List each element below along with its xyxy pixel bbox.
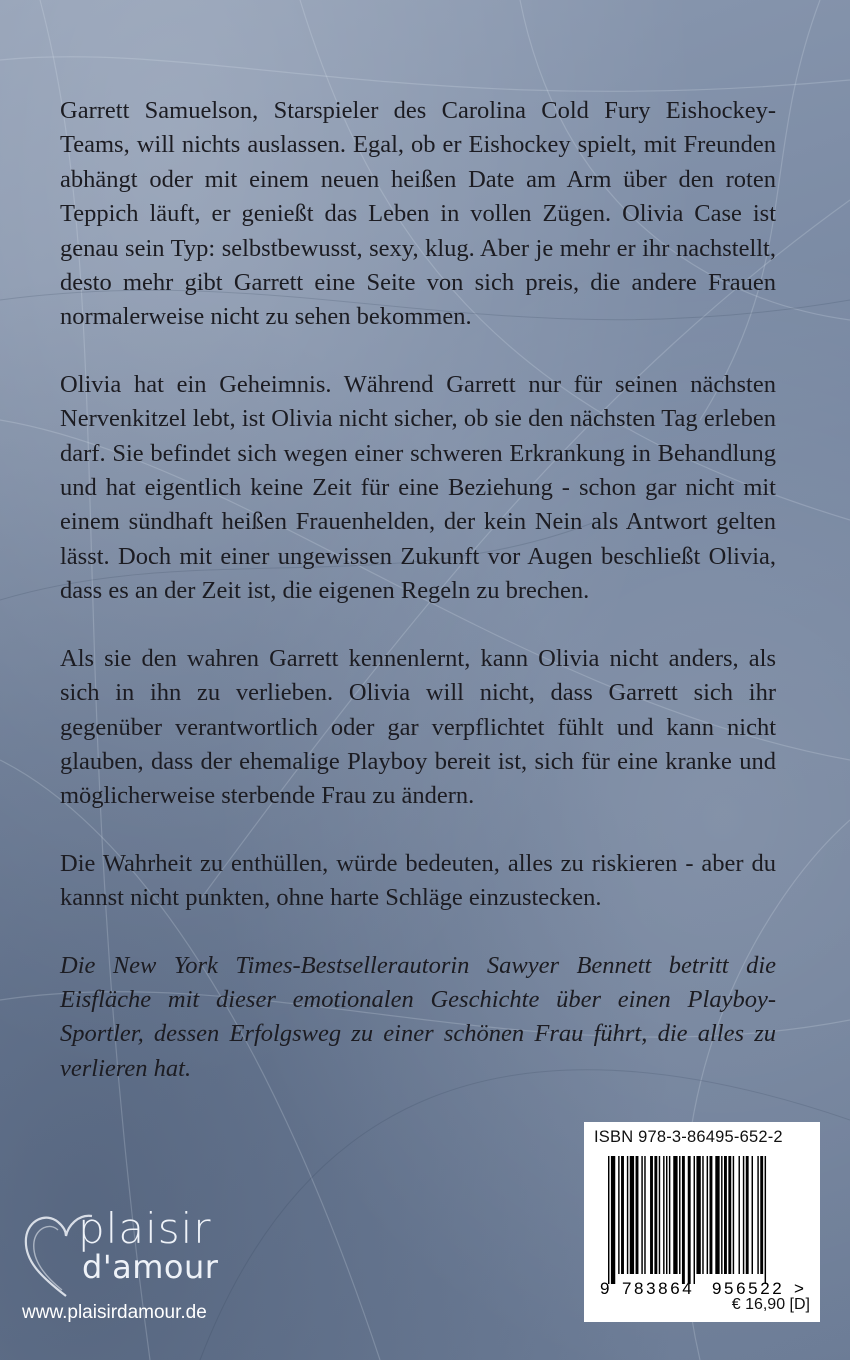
barcode-bar xyxy=(608,1156,609,1284)
barcode-bar xyxy=(739,1156,740,1274)
barcode-bar xyxy=(679,1156,680,1274)
barcode-bar xyxy=(630,1156,634,1274)
author-blurb: Die New York Times-Bestsellerautorin Sawyer Bennett betritt die Eisfläche mit dieser emotionalen Geschichte über einen Playboy-Sportler, dessen Erfolgsweg zu einer schönen Frau führt, die alles zu verlieren hat. xyxy=(60,951,776,1082)
barcode-bar xyxy=(715,1156,719,1274)
barcode-bar xyxy=(765,1156,766,1284)
barcode-bar xyxy=(611,1156,615,1284)
barcode-bar xyxy=(659,1156,660,1274)
barcode-bar xyxy=(702,1156,703,1274)
barcode-bar xyxy=(694,1156,695,1284)
barcode-bar xyxy=(728,1156,731,1274)
price-label: € 16,90 [D] xyxy=(731,1296,810,1313)
barcode-bar xyxy=(688,1156,691,1284)
barcode xyxy=(598,1156,808,1296)
barcode-bar xyxy=(710,1156,713,1274)
logo-plaisir: plaisir xyxy=(78,1204,212,1253)
synopsis-paragraph-4: Die Wahrheit zu enthüllen, würde bedeuten, alles zu riskieren - aber du kannst nicht punkten, ohne harte Schläge einzustecken. xyxy=(60,849,776,912)
synopsis-paragraph-2: Olivia hat ein Geheimnis. Während Garrett nur für seinen nächsten Nervenkitzel lebt, ist Olivia nicht sicher, ob sie den nächsten Tag erleben darf. Sie befindet sich wegen einer schweren Erkrankung in Behandlung und hat eigentlich keine Zeit für eine Beziehung - schon gar nicht mit einem sündhaft heißen Frauenhelden, der kein Nein als Antwort gelten lässt. Doch mit einer ungewissen Zukunft vor Augen beschließt Olivia, dass es an der Zeit ist, die eigenen Regeln zu brechen. xyxy=(60,370,776,605)
barcode-bar xyxy=(641,1156,642,1274)
barcode-bar xyxy=(650,1156,653,1274)
barcode-bar xyxy=(743,1156,744,1274)
publisher-logo xyxy=(20,1198,230,1304)
barcode-bar xyxy=(669,1156,670,1274)
barcode-bar xyxy=(682,1156,685,1284)
barcode-bar xyxy=(636,1156,639,1274)
publisher-website: www.plaisirdamour.de xyxy=(22,1302,207,1323)
barcode-bar xyxy=(746,1156,749,1274)
barcode-first-digit: 9 xyxy=(600,1279,610,1296)
barcode-bar xyxy=(724,1156,727,1274)
barcode-bar xyxy=(666,1156,667,1274)
barcode-bar xyxy=(721,1156,722,1274)
barcode-bar xyxy=(654,1156,657,1274)
barcode-bar xyxy=(707,1156,708,1274)
barcode-bar xyxy=(663,1156,664,1274)
barcode-arrow: > xyxy=(794,1279,804,1296)
barcode-bar xyxy=(696,1156,700,1274)
barcode-bar xyxy=(752,1156,753,1274)
barcode-box xyxy=(584,1122,820,1322)
barcode-bar xyxy=(673,1156,677,1274)
isbn-label: ISBN 978-3-86495-652-2 xyxy=(594,1128,783,1146)
barcode-bar xyxy=(627,1156,628,1274)
barcode-bar xyxy=(757,1156,758,1274)
synopsis-paragraph-1: Garrett Samuelson, Starspieler des Carolina Cold Fury Eishockey-Teams, will nichts auslassen. Egal, ob er Eishockey spielt, mit Freunden abhängt oder mit einem neuen heißen Date am Arm über den roten Teppich läuft, er genießt das Leben in vollen Zügen. Olivia Case ist genau sein Typ: selbstbewusst, sexy, klug. Aber je mehr er ihr nachstellt, desto mehr gibt Garrett eine Seite von sich preis, die andere Frauen normalerweise nicht zu sehen bekommen. xyxy=(60,97,776,331)
barcode-left-digits: 783864 xyxy=(622,1279,695,1296)
logo-damour: d'amour xyxy=(82,1248,219,1286)
barcode-bar xyxy=(733,1156,734,1274)
barcode-bar xyxy=(621,1156,624,1274)
barcode-right-digits: 956522 xyxy=(712,1279,785,1296)
synopsis-paragraph-3: Als sie den wahren Garrett kennenlernt, kann Olivia nicht anders, als sich in ihn zu verlieben. Olivia will nicht, dass Garrett sich ihr gegenüber verantwortlich oder gar verpflichtet fühlt und kann nicht glauben, dass der ehemalige Playboy bereit ist, sich für eine kranke und möglicherweise sterbende Frau zu ändern. xyxy=(60,644,776,810)
barcode-bar xyxy=(644,1156,645,1274)
barcode-bar xyxy=(618,1156,619,1274)
barcode-bar xyxy=(760,1156,763,1274)
back-cover-text xyxy=(60,94,776,1119)
